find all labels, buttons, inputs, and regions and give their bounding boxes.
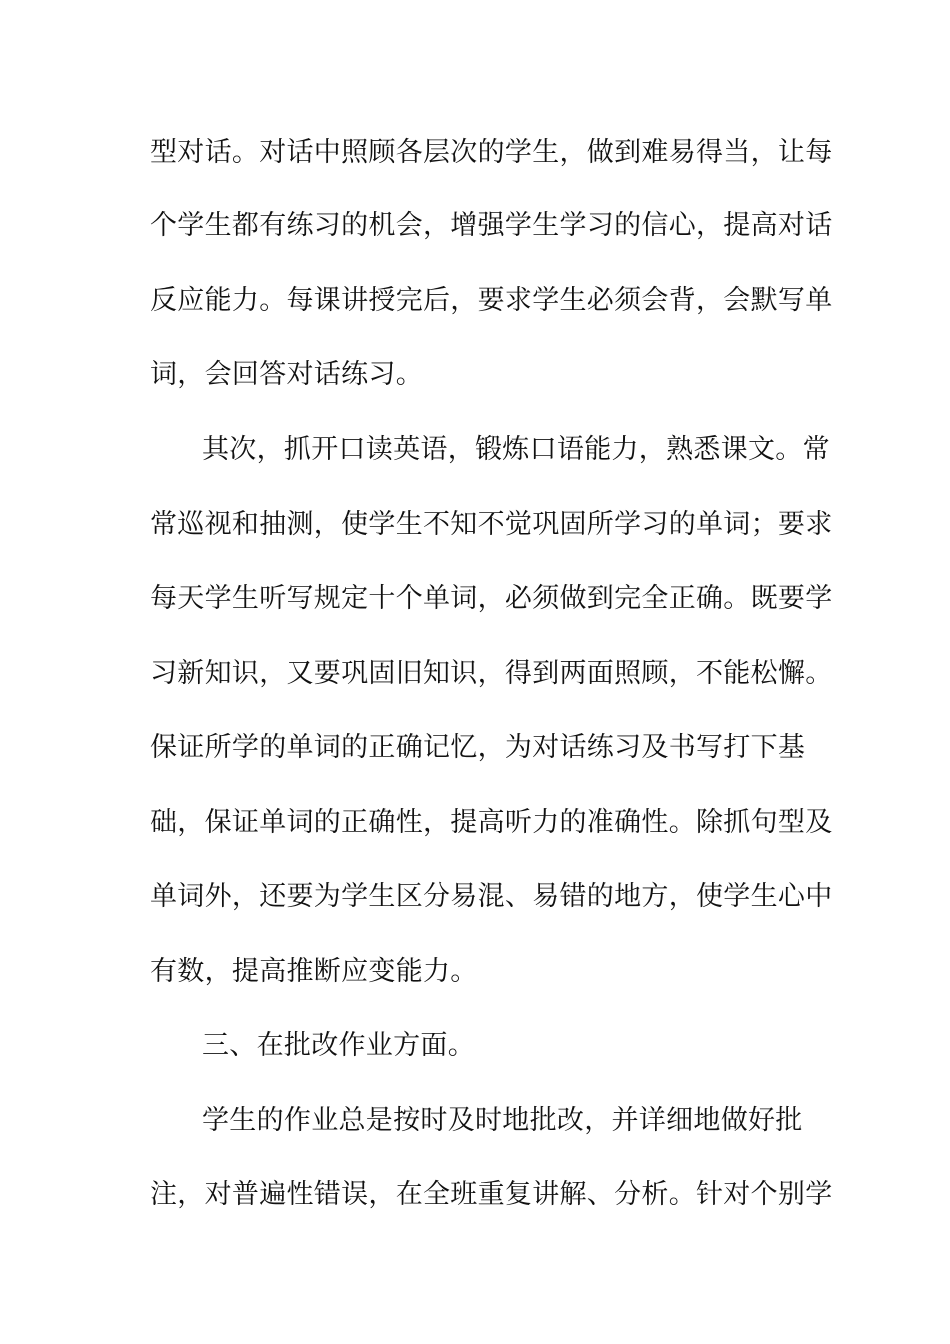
text-line: 础，保证单词的正确性，提高听力的准确性。除抓句型及: [150, 807, 833, 838]
paragraph-first-line: 其次，抓开口读英语，锻炼口语能力，熟悉课文。常: [202, 434, 830, 465]
text-line: 保证所学的单词的正确记忆，为对话练习及书写打下基: [150, 732, 806, 763]
section-heading: 三、在批改作业方面。: [202, 1030, 475, 1061]
text-line: 有数，提高推断应变能力。: [150, 956, 478, 987]
text-line: 习新知识，又要巩固旧知识，得到两面照顾，不能松懈。: [150, 658, 833, 689]
paragraph-first-line: 学生的作业总是按时及时地批改，并详细地做好批: [202, 1105, 803, 1136]
text-line: 型对话。对话中照顾各层次的学生，做到难易得当，让每: [150, 137, 833, 168]
text-line: 单词外，还要为学生区分易混、易错的地方，使学生心中: [150, 881, 833, 912]
text-line: 注，对普遍性错误，在全班重复讲解、分析。针对个别学: [150, 1179, 833, 1210]
text-line: 个学生都有练习的机会，增强学生学习的信心，提高对话: [150, 210, 833, 241]
text-line: 常巡视和抽测，使学生不知不觉巩固所学习的单词；要求: [150, 509, 833, 540]
text-line: 反应能力。每课讲授完后，要求学生必须会背，会默写单: [150, 285, 833, 316]
text-line: 词，会回答对话练习。: [150, 359, 423, 390]
text-line: 每天学生听写规定十个单词，必须做到完全正确。既要学: [150, 583, 833, 614]
